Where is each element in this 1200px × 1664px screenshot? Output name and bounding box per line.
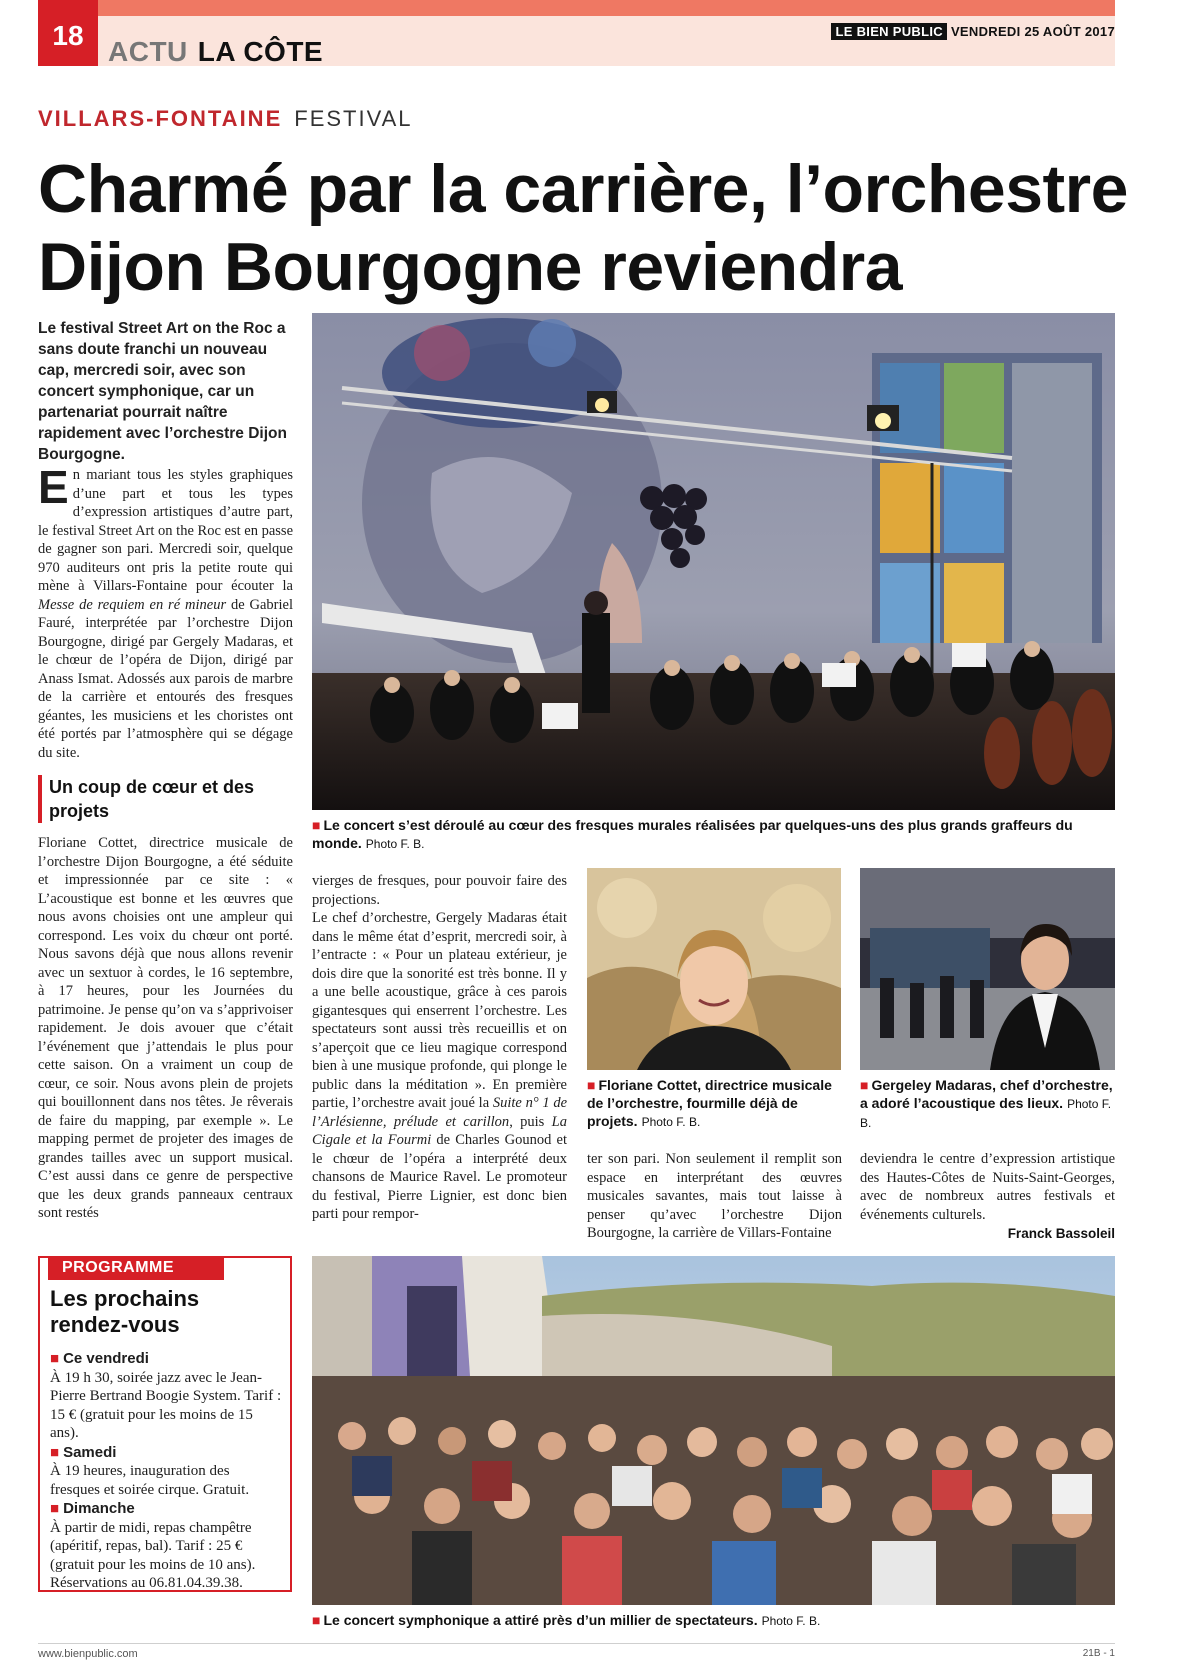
bullet-square-icon: ■ xyxy=(50,1350,60,1367)
kicker xyxy=(38,106,413,132)
footer-code: 21B - 1 xyxy=(1082,1648,1115,1659)
subheading: Un coup de cœur et des projets xyxy=(38,775,293,823)
main-photo-caption xyxy=(312,816,1112,853)
portrait2-caption: ■ Gergeley Madaras, chef d’orchestre, a adoré l’acoustique des lieux. Photo F. B. xyxy=(860,1077,1113,1130)
programme-tab: PROGRAMME xyxy=(48,1256,224,1280)
portrait1-caption: ■ Floriane Cottet, directrice musicale de l’orchestre, fourmille déjà de projets. Photo F. B. xyxy=(587,1077,832,1129)
body-paragraph-1: En mariant tous les styles graphiques d’une part et tous les types d’expression artistiques d’autre part, le festival Street Art on the Roc est en passe de gagner son pari. Mercredi soir, quelque 970 auditeurs ont pris la petite route qui mène à Villars-Fontaine pour écouter la Messe de requiem en ré mineur de Gabriel Fauré, interprétée par l’orchestre Dijon Bourgogne, dirigé par Gergely Madaras, et le chœur de l’opéra de Dijon, dirigé par Anass Ismat. Adossés aux parois de marbre de la carrière et entourés des fresques géantes, les musiciens et les choristes ont été portés par l’atmosphère qui se dégage du site. xyxy=(38,461,293,761)
body-paragraph-2: Floriane Cottet, directrice musicale de l’orchestre Dijon Bourgogne, a été séduite et impressionnée par ce site : « L’acoustique est bonne et les œuvres que nous avons choisies ont une ampleur qui correspond. Les voix du chœur ont porté. Nous savons déjà que nous allons revenir avec un sextuor à cordes, le 16 septembre, à 17 heures, pour les Journées du patrimoine. Je pense qu’on va s’apprivoiser rapidement. Je dois avouer que c’était l’événement que j’attendais le plus pour cette saison. On a vraiment un coup de cœur, ce soir. Nous avons plein de projets qui bouillonnent dans nos têtes. Je rêverais de faire du mapping, par exemple ». Le mapping permet de projeter des images de grandes tailles avec un support musical. C’est aussi dans ce genre de perspective que les deux grands panneaux centraux sont restés xyxy=(38,835,293,1221)
programme-day: ■ Samedi xyxy=(50,1443,117,1461)
lead-paragraph: Le festival Street Art on the Roc a sans doute franchi un nouveau cap, mercredi soir, avec son concert symphonique, car un partenariat pourrait naître rapidement avec l’orchestre Dijon Bourgogne. xyxy=(38,320,287,463)
brand-logo: LE BIEN PUBLIC xyxy=(831,23,946,40)
caption-square-icon: ■ xyxy=(312,817,321,833)
orchestra-photo xyxy=(312,313,1115,810)
programme-text: À partir de midi, repas champêtre (apéritif, repas, bal). Tarif : 25 € (gratuit pour les moins de 10 ans). Réservations au 06.81.04.39.38. xyxy=(50,1519,256,1591)
bullet-square-icon: ■ xyxy=(50,1443,60,1461)
programme-day: ■ Ce vendredi xyxy=(50,1350,149,1367)
photo-credit: Photo F. B. xyxy=(365,837,425,851)
body-paragraph-3: vierges de fresques, pour pouvoir faire des projections. xyxy=(312,873,567,908)
drop-cap: E xyxy=(38,461,69,513)
caption-square-icon: ■ xyxy=(312,1612,321,1628)
publication-line xyxy=(831,24,1115,39)
page-number: 18 xyxy=(38,0,98,66)
section-label xyxy=(108,36,323,68)
body-column-3: ter son pari. Non seulement il remplit son espace en interprétant des œuvres musicales savantes, mais tout laisse à penser qu’avec l’orchestre Dijon Bourgogne, la carrière de Villars-Fontaine xyxy=(587,1151,842,1241)
kicker-rubric: FESTIVAL xyxy=(294,106,413,131)
main-caption-text: Le concert s’est déroulé au cœur des fresques murales réalisées par quelques-uns des plus grands graffeurs du monde. xyxy=(312,817,1073,851)
programme-list xyxy=(50,1350,282,1594)
author-signature: Franck Bassoleil xyxy=(1007,1226,1115,1241)
crowd-photo xyxy=(312,1256,1115,1605)
kicker-place: VILLARS-FONTAINE xyxy=(38,106,283,131)
programme-title: Les prochains rendez-vous xyxy=(50,1286,200,1337)
body-paragraph-4: Le chef d’orchestre, Gergely Madaras était dans le même état d’esprit, mercredi soir, à l’entracte : « Pour un plateau extérieur, je dois dire que la sonorité est très bonne. Il y a une belle acoustique, grâce à ces parois gigantesques qui enserrent l’orchestre. Les spectateurs sont aussi très recueillis et on s’aperçoit que ce lieu magique correspond bien à une musique profonde, qui plonge le public dans la méditation ». En première partie, l’orchestre avait joué la Suite n° 1 de l’Arlésienne, prélude et carillon, puis La Cigale et la Fourmi de Charles Gounod et le chœur de l’opéra a interprété deux chansons de Maurice Ravel. Le promoteur du festival, Pierre Lignier, est donc bien parti pour rempor- xyxy=(312,910,568,1222)
bullet-square-icon: ■ xyxy=(50,1500,60,1517)
programme-text: À 19 heures, inauguration des fresques et soirée cirque. Gratuit. xyxy=(50,1463,250,1498)
footer-url: www.bienpublic.com xyxy=(38,1648,138,1660)
crowd-photo-caption: ■ Le concert symphonique a attiré près d’un millier de spectateurs. Photo F. B. xyxy=(312,1612,821,1628)
portrait-floriane-cottet xyxy=(587,868,841,1070)
portrait-gergely-madaras xyxy=(860,868,1115,1070)
body-column-2 xyxy=(312,872,567,1224)
headline: Charmé par la carrière, l’orchestre Dijon Bourgogne reviendra xyxy=(38,151,1128,305)
body-column-1a xyxy=(38,461,293,762)
programme-day: ■ Dimanche xyxy=(50,1500,135,1517)
issue-date: VENDREDI 25 AOÛT 2017 xyxy=(950,24,1115,39)
programme-text: À 19 h 30, soirée jazz avec le Jean-Pierre Bertrand Boogie System. Tarif : 15 € (gratuit pour les moins de 15 ans). xyxy=(50,1369,282,1441)
section-label-dark: LA CÔTE xyxy=(197,36,324,67)
caption-square-icon: ■ xyxy=(860,1077,869,1093)
body-column-4: deviendra le centre d’expression artistique des Hautes-Côtes de Nuits-Saint-Georges, avec de nombreux autres festivals et événements culturels. xyxy=(860,1151,1115,1223)
footer-rule xyxy=(38,1643,1115,1644)
caption-square-icon: ■ xyxy=(587,1077,596,1093)
section-label-light: ACTU xyxy=(108,36,188,67)
body-column-1b xyxy=(38,834,293,1223)
